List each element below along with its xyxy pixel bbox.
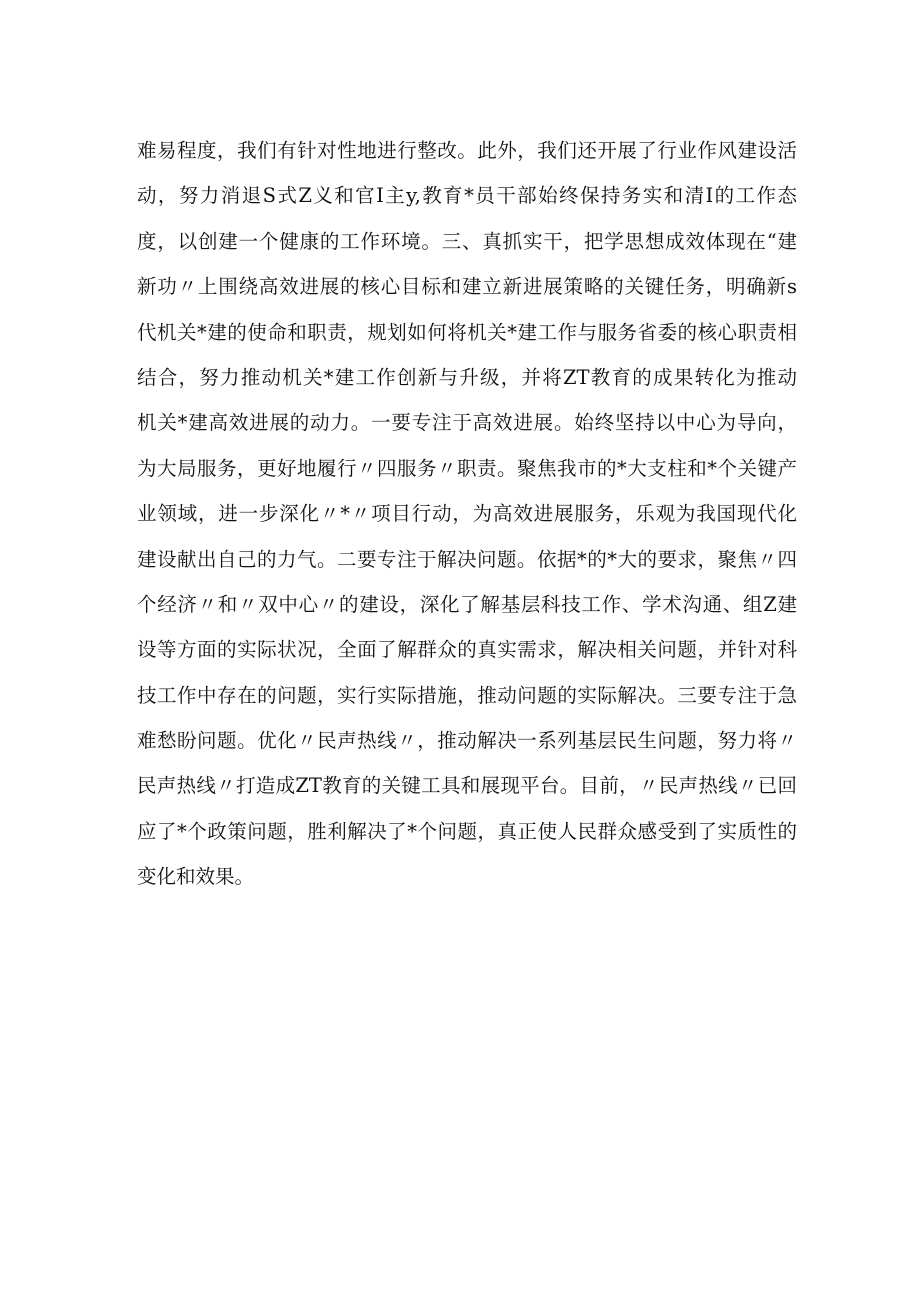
paragraph-line: 动，努力消退S式Z义和官I主y,教育*员干部始终保持务实和清I的工作态 [137, 184, 797, 208]
paragraph-line: 代机关*建的使命和职责，规划如何将机关*建工作与服务省委的核心职责相 [137, 320, 797, 344]
paragraph-line: 民声热线〃打造成ZT教育的关键工具和展现平台。目前，〃民声热线〃已回 [137, 774, 797, 798]
paragraph-line: 为大局服务，更好地履行〃四服务〃职责。聚焦我市的*大支柱和*个关键产 [137, 456, 797, 480]
paragraph-line: 建设献出自己的力气。二要专注于解决问题。依据*的*大的要求，聚焦〃四 [137, 547, 797, 571]
paragraph-line: 技工作中存在的问题，实行实际措施，推动问题的实际解决。三要专注于急 [137, 683, 797, 707]
body-paragraph [137, 128, 797, 900]
paragraph-line: 变化和效果。 [137, 865, 255, 889]
paragraph-line: 业领域，进一步深化〃*〃项目行动，为高效进展服务，乐观为我国现代化 [137, 502, 797, 526]
paragraph-line: 新功〃上围绕高效进展的核心目标和建立新进展策略的关键任务，明确新s [137, 275, 797, 299]
paragraph-line: 难易程度，我们有针对性地进行整改。此外，我们还开展了行业作风建设活 [137, 139, 797, 162]
paragraph-line: 度，以创建一个健康的工作环境。三、真抓实干，把学思想成效体现在“建 [137, 229, 797, 253]
paragraph-line: 设等方面的实际状况，全面了解群众的真实需求，解决相关问题，并针对科 [137, 638, 797, 662]
paragraph-line: 结合，努力推动机关*建工作创新与升级，并将ZT教育的成果转化为推动 [137, 365, 797, 389]
paragraph-line: 个经济〃和〃双中心〃的建设，深化了解基层科技工作、学术沟通、组Z建 [137, 592, 797, 616]
paragraph-line: 难愁盼问题。优化〃民声热线〃，推动解决一系列基层民生问题，努力将〃 [137, 729, 797, 753]
paragraph-line: 机关*建高效进展的动力。一要专注于高效进展。始终坚持以中心为导向， [137, 411, 797, 435]
paragraph-line: 应了*个政策问题，胜利解决了*个问题，真正使人民群众感受到了实质性的 [137, 819, 797, 843]
